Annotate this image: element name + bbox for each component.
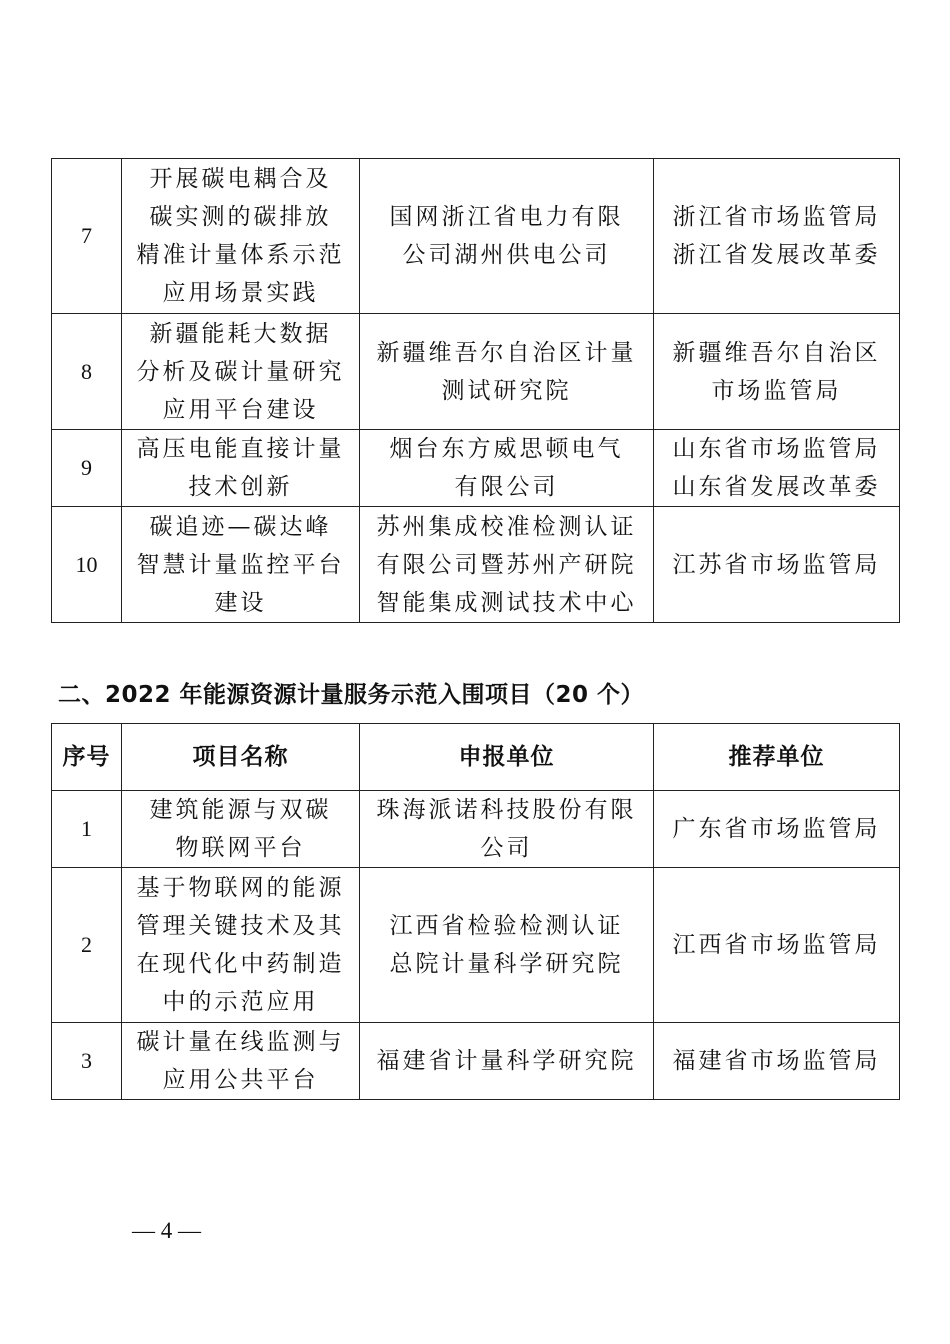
header-number: 序号 xyxy=(52,724,122,791)
energy-service-projects-table xyxy=(51,723,900,1100)
projects-table-continued xyxy=(51,158,900,623)
table-row xyxy=(52,159,900,314)
page-number: — 4 — xyxy=(132,1218,201,1243)
recommending-unit: 江苏省市场监管局 xyxy=(654,507,900,623)
project-name: 基于物联网的能源 管理关键技术及其 在现代化中药制造 中的示范应用 xyxy=(122,868,360,1023)
recommending-unit: 江西省市场监管局 xyxy=(654,868,900,1023)
project-name: 碳计量在线监测与 应用公共平台 xyxy=(122,1023,360,1100)
row-number: 2 xyxy=(52,868,122,1023)
header-recommending-unit: 推荐单位 xyxy=(654,724,900,791)
row-number: 7 xyxy=(52,159,122,314)
applicant-unit: 苏州集成校准检测认证 有限公司暨苏州产研院 智能集成测试技术中心 xyxy=(360,507,654,623)
recommending-unit: 山东省市场监管局 山东省发展改革委 xyxy=(654,430,900,507)
recommending-unit: 浙江省市场监管局 浙江省发展改革委 xyxy=(654,159,900,314)
row-number: 3 xyxy=(52,1023,122,1100)
project-name: 建筑能源与双碳 物联网平台 xyxy=(122,791,360,868)
project-name: 高压电能直接计量 技术创新 xyxy=(122,430,360,507)
applicant-unit: 福建省计量科学研究院 xyxy=(360,1023,654,1100)
project-name: 开展碳电耦合及 碳实测的碳排放 精准计量体系示范 应用场景实践 xyxy=(122,159,360,314)
row-number: 1 xyxy=(52,791,122,868)
header-applicant-unit: 申报单位 xyxy=(360,724,654,791)
recommending-unit: 广东省市场监管局 xyxy=(654,791,900,868)
applicant-unit: 国网浙江省电力有限 公司湖州供电公司 xyxy=(360,159,654,314)
table-row xyxy=(52,1023,900,1100)
table-row xyxy=(52,791,900,868)
applicant-unit: 烟台东方威思顿电气 有限公司 xyxy=(360,430,654,507)
recommending-unit: 福建省市场监管局 xyxy=(654,1023,900,1100)
table-header-row xyxy=(52,724,900,791)
applicant-unit: 新疆维吾尔自治区计量 测试研究院 xyxy=(360,314,654,430)
table-row xyxy=(52,868,900,1023)
table-row xyxy=(52,507,900,623)
applicant-unit: 珠海派诺科技股份有限 公司 xyxy=(360,791,654,868)
header-project-name: 项目名称 xyxy=(122,724,360,791)
project-name: 碳追迹—碳达峰 智慧计量监控平台 建设 xyxy=(122,507,360,623)
recommending-unit: 新疆维吾尔自治区 市场监管局 xyxy=(654,314,900,430)
row-number: 10 xyxy=(52,507,122,623)
row-number: 9 xyxy=(52,430,122,507)
applicant-unit: 江西省检验检测认证 总院计量科学研究院 xyxy=(360,868,654,1023)
row-number: 8 xyxy=(52,314,122,430)
table-row xyxy=(52,314,900,430)
section-heading: 二、2022 年能源资源计量服务示范入围项目（20 个） xyxy=(58,682,645,708)
project-name: 新疆能耗大数据 分析及碳计量研究 应用平台建设 xyxy=(122,314,360,430)
table-row xyxy=(52,430,900,507)
